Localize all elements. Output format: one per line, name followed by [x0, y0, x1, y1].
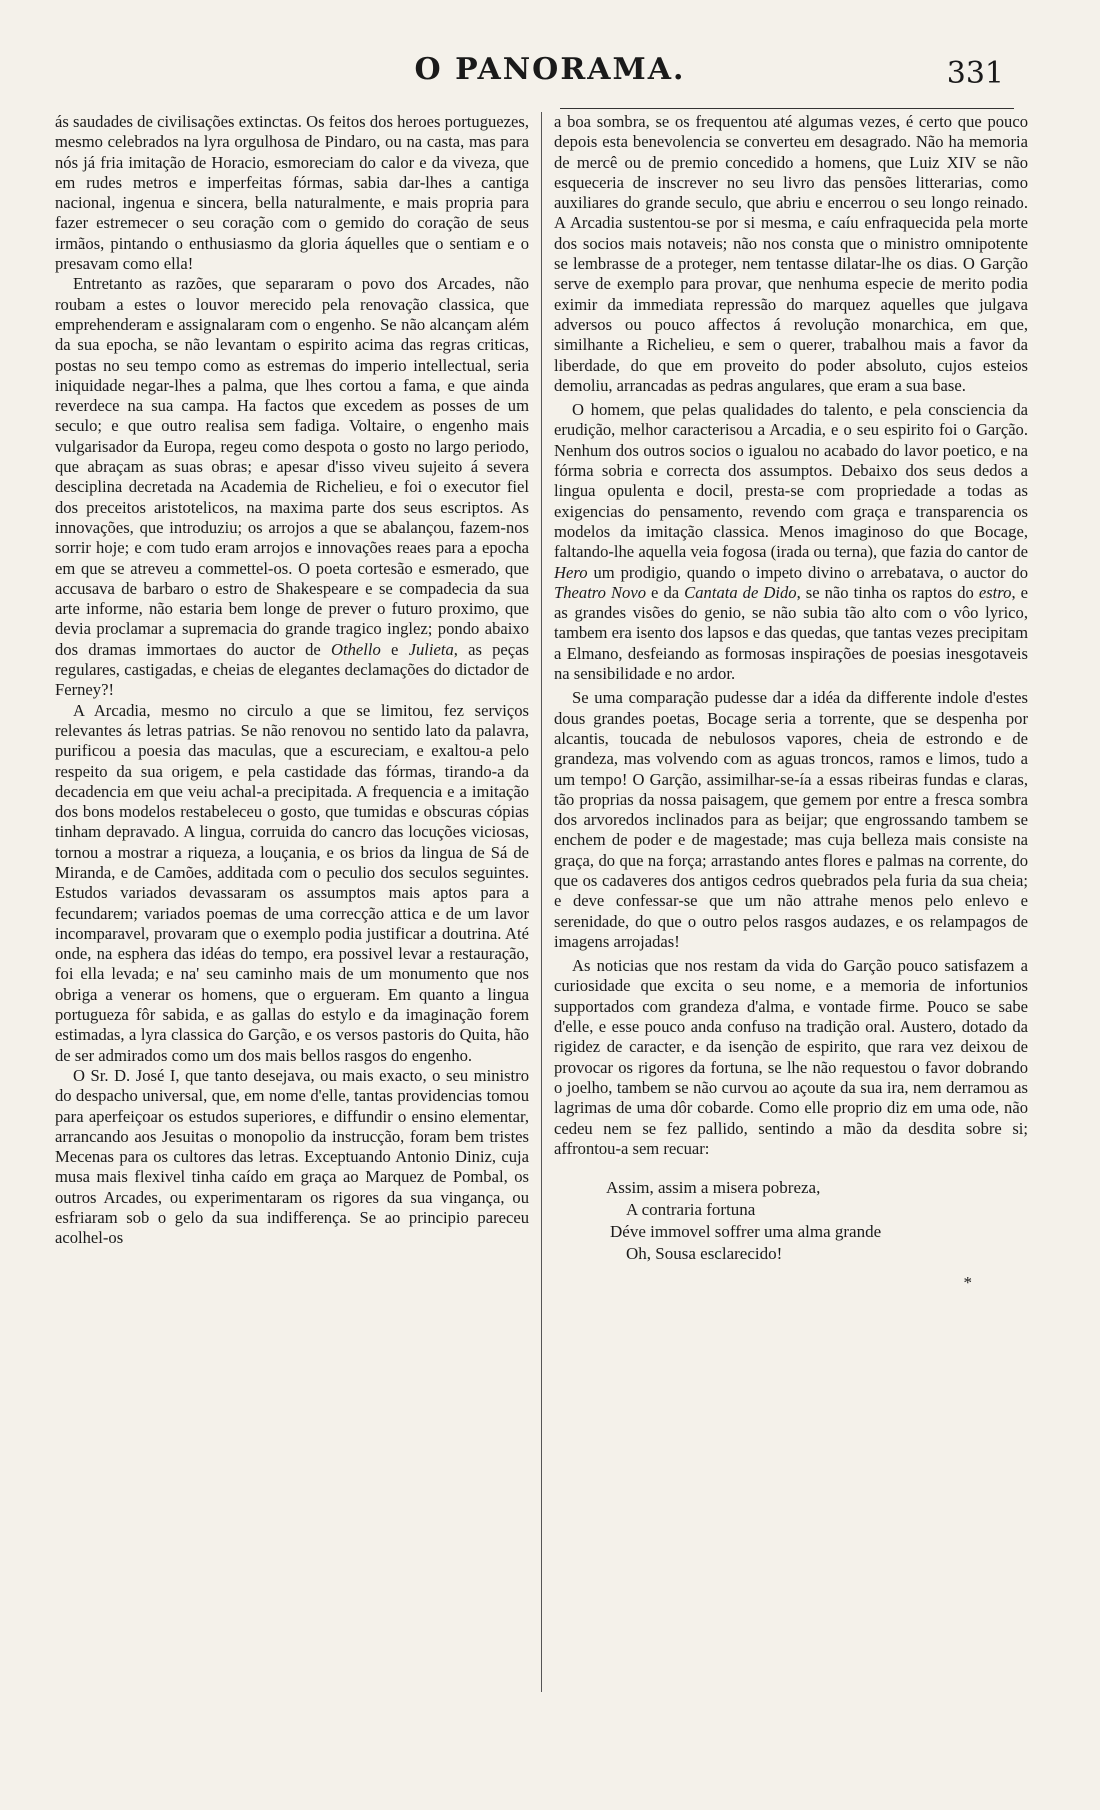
paragraph: A Arcadia, mesmo no circulo a que se limitou, fez serviços relevantes ás letras patrias. Se não renovou no sentido lato da palavra, purificou a poesia das maculas, que a escureciam, e exaltou-a pelo respeito da sua origem, e pela castidade das fórmas, tirando-a da decadencia em que veiu achal-a precipitada. A frequencia e a imitação dos bons modelos restabeleceu o gosto, que tumidas e obscuras cópias tinham depravado. A lingua, corruida do cancro das locuções viciosas, tornou a mostrar a riqueza, a louçania, e os brios da lingua de Sá de Miranda, e de Camões, additada com o peculio dos seculos seguintes. Estudos variados devassaram os assumptos mais aptos para a fecundarem; variados poemas de uma correcção attica e de um lavor incomparavel, provaram que o exemplo podia justificar a doutrina. Até onde, na esphera das idéas do tempo, era possivel levar a restauração, foi ella levada; e na' seu caminho mais de um monumento que nos obriga a venerar os homens, que o ergueram. Em quanto a lingua portugueza fôr sabida, e as gallas do estylo e da imaginação forem estimadas, a lyra classica do Garção, e os versos pastoris do Quita, hão de ser admirados como um dos mais bellos rasgos do engenho.	[55, 700, 529, 1065]
work-title: Hero	[554, 562, 588, 582]
paragraph: As noticias que nos restam da vida do Garção pouco satisfazem a curiosidade que excita o seu nome, e a memoria de infortunios supportados com grandeza d'alma, e vontade firme. Pouco se sabe d'elle, e esse pouco anda confuso na tradição oral. Austero, dotado da rigidez de caracter, e da isenção de espirito, que rara vez deixou de provocar os rigores da fortuna, se lhe não requestou o favor dobrando o joelho, tambem se não curvou ao açoute da sua ira, nem derramou as lagrimas de uma dôr cobarde. Como elle proprio diz em uma ode, não cedeu nem se fez pallido, sentindo a mão da desdita sobre si; affrontou-a sem recuar:	[554, 956, 1028, 1158]
paragraph: Entretanto as razões, que separaram o povo dos Arcades, não roubam a estes o louvor merecido pela renovação classica, que emprehenderam e assignalaram com o engenho. Se não alcançam além da sua epocha, se não levantam o espirito acima das regras criticas, postas no seu tempo como as estremas do imperio intellectual, seria iniquidade negar-lhes a palma, que lhes cortou a fama, e que ainda reverdece na sua campa. Ha factos que excedem as posses de um seculo; e que outro realisa sem fadiga. Voltaire, o engenho mais vulgarisador da Europa, regeu como despota o gosto no largo periodo, que abraçam as suas obras; e apesar d'isso viveu sujeito á severa desciplina decretada na Academia de Richelieu, e foi o executor fiel dos preceitos aristotelicos, na maxima parte dos seus escriptos. As innovações, que introduziu; os arrojos a que se abalançou, fazem-nos sorrir hoje; e com tudo eram arrojos e innovações reaes para a epocha em que se atreveu a commettel-os. O poeta cortesão e esmerado, que accusava de barbaro o estro de Shakespeare e se compadecia da sua arte informe, não estaria bem longe de prever o futuro proximo, que devia proclamar a supremacia do grande tragico inglez; pondo abaixo dos dramas immortaes do auctor de Othello e Julieta, as peças regulares, castigadas, e cheias de elegantes declamações do dictador de Ferney?!	[55, 274, 529, 700]
header-rule	[560, 108, 1014, 109]
paragraph: O homem, que pelas qualidades do talento, e pela consciencia da erudição, melhor caracterisou a Arcadia, e o seu espirito foi o Garção. Nenhum dos outros socios o igualou no acabado do lavor poetico, e na fórma sobria e correcta dos assumptos. Debaixo dos seus dedos a lingua opulenta e docil, presta-se com propriedade a todas as exigencias do pensamento, revendo com graça e transparencia os modelos da imitação classica. Menos imaginoso do que Bocage, faltando-lhe aquella veia fogosa (irada ou terna), que fazia do cantor de Hero um prodigio, quando o impeto divino o arrebatava, o auctor do Theatro Novo e da Cantata de Dido, se não tinha os raptos do estro, e as grandes visões do genio, se não subia tão alto com o vôo lyrico, tambem era isento dos lapsos e das quedas, que tantas vezes precipitam a Elmano, desfeiando as formosas inspirações de poesias inesgotaveis na sensibilidade e no ardor.	[554, 400, 1028, 684]
verse-line: A contraria fortuna	[626, 1200, 756, 1220]
work-title: Julieta	[408, 639, 454, 659]
paragraph: O Sr. D. José I, que tanto desejava, ou mais exacto, o seu ministro do despacho universal, que, em nome d'elle, tantas providencias tomou para aperfeiçoar os estudos superiores, e diffundir o ensino elementar, arrancando aos Jesuitas o monopolio da instrucção, foram bem tristes Mecenas para os cultores das letras. Exceptuando Antonio Diniz, cuja musa mais flexivel tinha caído em graça ao Marquez de Pombal, os outros Arcades, ou experimentaram os rigores da sua vingança, ou esfriaram sob o gelo da sua indifferença. Se ao principio pareceu acolhel-os	[55, 1065, 529, 1248]
verse-line: Assim, assim a misera pobreza,	[606, 1178, 821, 1198]
paragraph: Se uma comparação pudesse dar a idéa da differente indole d'estes dous grandes poetas, Bocage seria a torrente, que se despenha por alcantis, toucada de nebulosos vapores, cheia de estrondo e de grandeza, mas volvendo com as aguas troncos, ramos e limos, tudo a um tempo! O Garção, assimilhar-se-ía a essas ribeiras fundas e claras, tão proprias da nossa paisagem, que gemem por entre a fresca sombra dos arvoredos inclinados para as beijar; que engrossando tambem se enchem de poder e de magestade; mas cuja belleza mais consiste na graça, do que na força; arrastando antes flores e palmas na corrente, do que os cadaveres dos antigos cedros quebrados pela furia da sua cheia; e deve confessar-se que um não attrahe menos pelo enlevo e serenidade, do que o outro pelos rasgos audazes, e os relampagos de imagens arrojadas!	[554, 688, 1028, 951]
paragraph: ás saudades de civilisações extinctas. Os feitos dos heroes portuguezes, mesmo celebrados na lyra orgulhosa de Pindaro, ou na casta, mas para nós já fria imitação de Horacio, esmoreciam do calor e da viveza, que em rudes metros e imperfeitas fórmas, sabia dar-lhes a cantiga nacional, ingenua e sincera, bella naturalmente, e mais propria para fazer estremecer o seu coração com o gemido do coração de seus irmãos, pintando o enthusiasmo da gloria áquelles que o sentiam e o presavam como ella!	[55, 112, 529, 274]
left-column	[55, 112, 529, 1692]
asterisk-mark: *	[963, 1273, 972, 1293]
masthead	[0, 52, 1100, 102]
right-column	[554, 112, 1028, 1697]
publication-title: O PANORAMA.	[414, 52, 686, 87]
page-number: 331	[946, 56, 1004, 91]
column-divider	[541, 112, 542, 1692]
work-title: Theatro Novo	[554, 582, 646, 602]
verse-quote	[554, 1177, 1028, 1265]
work-title: Cantata de Dido	[684, 582, 797, 602]
paragraph: a boa sombra, se os frequentou até algumas vezes, é certo que pouco depois esta benevolencia se converteu em desagrado. Não ha memoria de mercê ou de premio concedido a homens, que Luiz XIV se não esqueceria de inscrever no seu livro das pensões litterarias, como auxiliares do grande seculo, que abriu e encerrou o seu longo reinado. A Arcadia sustentou-se por si mesma, e caíu enfraquecida pela morte dos socios mais notaveis; não nos consta que o ministro omnipotente se lembrasse de a proteger, nem tentasse dilatar-lhe os dias. O Garção serve de exemplo para provar, que nenhuma especie de merito podia eximir da immediata repressão do marquez aquelles que julgava adversos ou pouco affectos á revolução monarchica, em que, similhante a Richelieu, e sem o querer, trabalhou mais a favor da liberdade, do que em proveito do poder absoluto, cujos esteios demoliu, arrancadas as pedras angulares, que eram a sua base.	[554, 112, 1028, 395]
work-title: Othello	[331, 639, 381, 659]
verse-line: Déve immovel soffrer uma alma grande	[610, 1222, 882, 1242]
verse-line: Oh, Sousa esclarecido!	[626, 1244, 783, 1264]
emphasis: estro	[978, 582, 1012, 602]
